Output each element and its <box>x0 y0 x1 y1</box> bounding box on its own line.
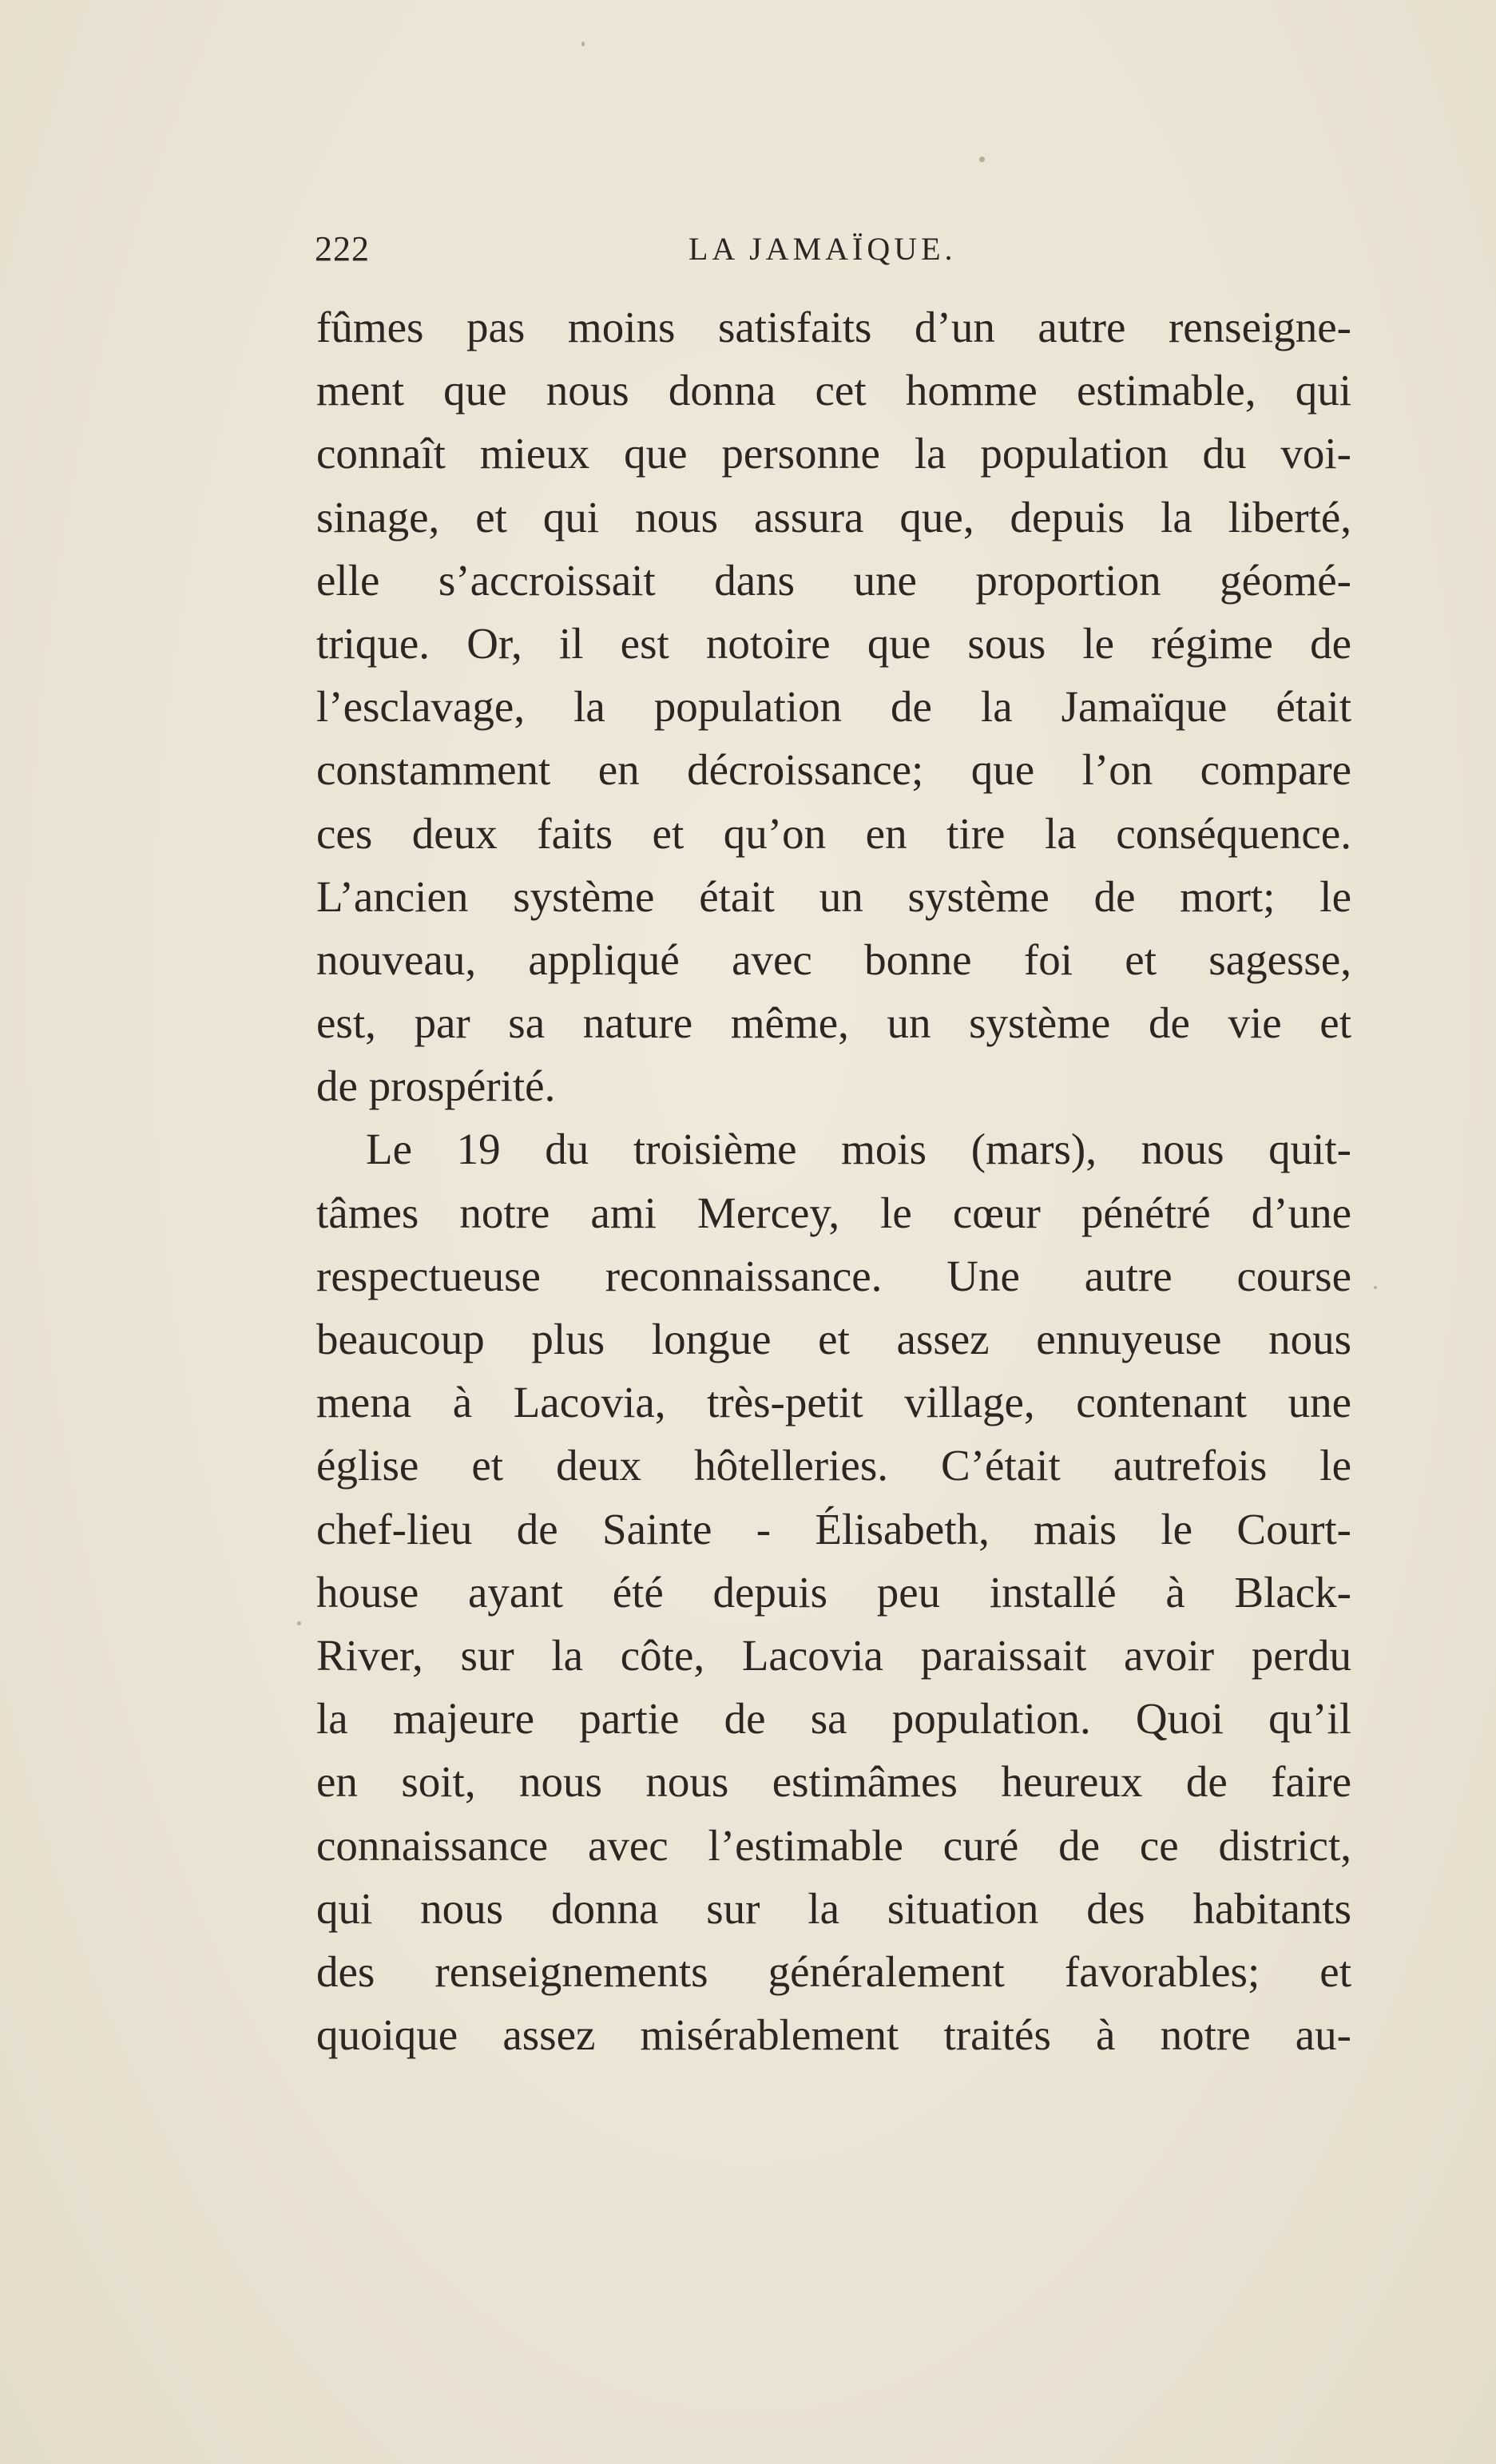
text-line: respectueuse reconnaissance. Une autre course <box>316 1251 1351 1300</box>
text-line: des renseignements généralement favorables; et <box>316 1946 1351 1996</box>
text-line: en soit, nous nous estimâmes heureux de faire <box>316 1757 1351 1807</box>
text-line: église et deux hôtelleries. C’était autrefois le <box>316 1441 1351 1490</box>
text-line: fûmes pas moins satisfaits d’un autre renseigne- <box>316 303 1351 351</box>
text-line: connaissance avec l’estimable curé de ce district, <box>316 1820 1351 1870</box>
text-line: ces deux faits et qu’on en tire la conséquence. <box>316 808 1351 858</box>
text-line: chef-lieu de Sainte - Élisabeth, mais le Court- <box>316 1504 1351 1553</box>
text-line: ment que nous donna cet homme estimable, qui <box>316 366 1351 415</box>
text-line: mena à Lacovia, très-petit village, contenant une <box>316 1378 1351 1427</box>
text-line: la majeure partie de sa population. Quoi qu’il <box>316 1694 1351 1744</box>
page-header <box>315 225 1353 273</box>
paper-speck <box>979 157 985 162</box>
paper-speck <box>1374 1286 1377 1289</box>
text-line: beaucoup plus longue et assez ennuyeuse nous <box>316 1315 1351 1363</box>
text-line: sinage, et qui nous assura que, depuis la liberté, <box>316 492 1351 542</box>
text-line: tâmes notre ami Mercey, le cœur pénétré d’une <box>316 1188 1351 1237</box>
text-line: qui nous donna sur la situation des habitants <box>316 1883 1351 1933</box>
running-title: LA JAMAÏQUE. <box>688 231 957 267</box>
text-line: L’ancien système était un système de mort; le <box>316 871 1351 921</box>
text-line: connaît mieux que personne la population du voi- <box>316 429 1351 478</box>
text-line: l’esclavage, la population de la Jamaïque était <box>316 682 1351 732</box>
text-line: elle s’accroissait dans une proportion géomé- <box>316 555 1351 605</box>
paper-speck <box>581 42 585 46</box>
text-line: River, sur la côte, Lacovia paraissait avoir perdu <box>316 1630 1351 1680</box>
paper-speck <box>297 1621 301 1625</box>
text-line-paragraph-start: Le 19 du troisième mois (mars), nous quit- <box>366 1125 1351 1174</box>
text-line-paragraph-end: de prospérité. <box>316 1061 556 1111</box>
text-line: house ayant été depuis peu installé à Black- <box>316 1567 1351 1617</box>
text-line: quoique assez misérablement traités à notre au- <box>316 2010 1351 2060</box>
text-line: constamment en décroissance; que l’on compare <box>316 745 1351 795</box>
text-line: nouveau, appliqué avec bonne foi et sagesse, <box>316 934 1351 984</box>
text-line: trique. Or, il est notoire que sous le régime de <box>316 618 1351 668</box>
text-line: est, par sa nature même, un système de vie et <box>316 998 1351 1048</box>
page-number: 222 <box>315 229 370 268</box>
body-text <box>316 296 1351 2066</box>
